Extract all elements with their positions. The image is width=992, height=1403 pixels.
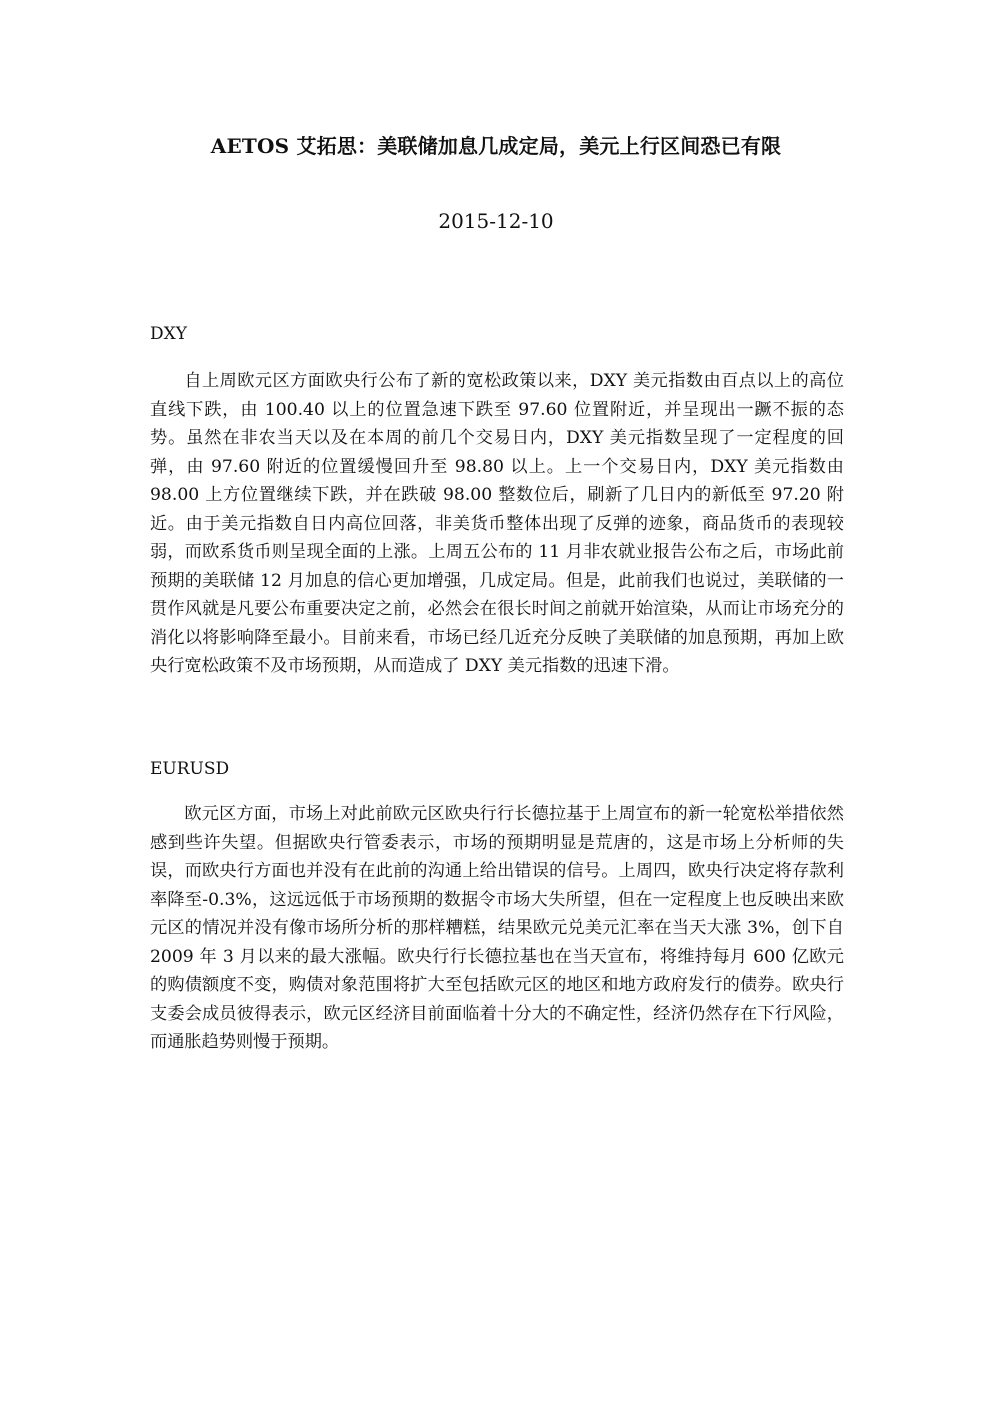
document-date: 2015-12-10: [438, 209, 554, 233]
section-heading-dxy: DXY: [150, 324, 187, 344]
section-body-dxy: 自上周欧元区方面欧央行公布了新的宽松政策以来，DXY 美元指数由百点以上的高位直线下跌，由 100.40 以上的位置急速下跌至 97.60 位置附近，并呈现出一蹶不振的态势。虽然在非农当天以及在本周的前几个交易日内，DXY 美元指数呈现了一定程度的回弹，由 97.60 附近的位置缓慢回升至 98.80 以上。上一个交易日内，DXY 美元指数由 98.00 上方位置继续下跌，并在跌破 98.00 整数位后，刷新了几日内的新低至 97.20 附近。由于美元指数自日内高位回落，非美货币整体出现了反弹的迹象，商品货币的表现较弱，而欧系货币则呈现全面的上涨。上周五公布的 11 月非农就业报告公布之后，市场此前预期的美联储 12 月加息的信心更加增强，几成定局。但是，此前我们也说过，美联储的一贯作风就是凡要公布重要决定之前，必然会在很长时间之前就开始渲染，从而让市场充分的消化以将影响降至最小。目前来看，市场已经几近充分反映了美联储的加息预期，再加上欧央行宽松政策不及市场预期，从而造成了 DXY 美元指数的迅速下滑。: [150, 371, 844, 676]
section-heading-eurusd: EURUSD: [150, 759, 230, 779]
section-body-eurusd: 欧元区方面，市场上对此前欧元区欧央行行长德拉基于上周宣布的新一轮宽松举措依然感到些许失望。但据欧央行管委表示，市场的预期明显是荒唐的，这是市场上分析师的失误，而欧央行方面也并没有在此前的沟通上给出错误的信号。上周四，欧央行决定将存款利率降至-0.3%，这远远低于市场预期的数据令市场大失所望，但在一定程度上也反映出来欧元区的情况并没有像市场所分析的那样糟糕，结果欧元兑美元汇率在当天大涨 3%，创下自 2009 年 3 月以来的最大涨幅。欧央行行长德拉基也在当天宣布，将维持每月 600 亿欧元的购债额度不变，购债对象范围将扩大至包括欧元区的地区和地方政府发行的债券。欧央行支委会成员彼得表示，欧元区经济目前面临着十分大的不确定性，经济仍然存在下行风险，而通胀趋势则慢于预期。: [150, 804, 844, 1052]
document-title: AETOS 艾拓思：美联储加息几成定局，美元上行区间恐已有限: [210, 134, 782, 158]
